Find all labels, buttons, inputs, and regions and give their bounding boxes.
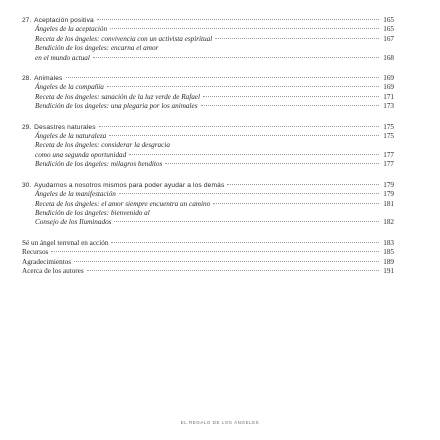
entry-title: en el mundo actual xyxy=(35,53,90,62)
entry-title: Ángeles de la manifestación xyxy=(35,190,116,199)
page-number: 167 xyxy=(383,34,394,43)
section-number: 29. xyxy=(22,123,32,131)
toc-entry[interactable] xyxy=(22,132,394,141)
page-number: 177 xyxy=(383,160,394,169)
toc-entry[interactable] xyxy=(22,190,394,199)
page-number: 171 xyxy=(383,92,394,101)
toc-section-heading[interactable] xyxy=(22,16,394,25)
dot-leader xyxy=(227,184,379,185)
entry-title: Consejo de los Iluminados xyxy=(35,218,112,227)
page-number: 175 xyxy=(383,132,394,141)
page-number: 179 xyxy=(383,180,394,189)
section-number: 30. xyxy=(22,181,32,189)
page-footer: EL REGALO DE LOS ÁNGELES xyxy=(180,420,260,425)
toc-entry[interactable] xyxy=(22,54,394,63)
page-number: 185 xyxy=(383,248,394,257)
toc-section xyxy=(22,123,394,170)
toc-entry[interactable] xyxy=(22,151,394,160)
toc-entry-line[interactable]: Receta de los ángeles: considerar la desgracia xyxy=(35,141,170,150)
entry-title: como una segunda oportunidad xyxy=(35,150,127,159)
dot-leader xyxy=(110,28,379,29)
page-number: 177 xyxy=(383,150,394,159)
toc-section xyxy=(22,16,394,63)
entry-title: Ángeles de la naturaleza xyxy=(35,132,107,141)
page-number: 179 xyxy=(383,190,394,199)
entry-title: Receta de los ángeles: convivencia con un activista espiritual xyxy=(35,34,213,43)
dot-leader xyxy=(66,77,380,78)
toc-entry[interactable] xyxy=(22,102,394,111)
toc-entry[interactable] xyxy=(22,35,394,44)
section-title: Desastres naturales xyxy=(34,123,96,131)
toc-entry[interactable] xyxy=(22,248,394,257)
dot-leader xyxy=(165,163,379,164)
page-number: 181 xyxy=(383,199,394,208)
dot-leader xyxy=(87,270,379,271)
toc-section xyxy=(22,181,394,228)
dot-leader xyxy=(119,193,379,194)
page-number: 183 xyxy=(383,238,394,247)
toc-entry[interactable] xyxy=(22,239,394,248)
dot-leader xyxy=(109,135,379,136)
page-number: 165 xyxy=(383,16,394,24)
entry-title: Receta de los ángeles: sanación de la luz verde de Rafael xyxy=(35,92,200,101)
dot-leader xyxy=(201,105,380,106)
dot-leader xyxy=(203,96,379,97)
toc-entry[interactable] xyxy=(22,160,394,169)
dot-leader xyxy=(215,38,379,39)
page-number: 169 xyxy=(383,83,394,92)
dot-leader xyxy=(114,221,379,222)
toc-entry[interactable] xyxy=(22,25,394,34)
entry-title: Agradecimientos xyxy=(22,257,72,266)
dot-leader xyxy=(213,203,379,204)
entry-title: Bendición de los ángeles: una plegaria por los animales xyxy=(35,102,198,111)
entry-title: Bendición de los ángeles: milagros benditos xyxy=(35,160,163,169)
entry-title: Sé un ángel terrenal en acción xyxy=(22,238,109,247)
dot-leader xyxy=(111,242,379,243)
dot-leader xyxy=(97,19,379,20)
entry-title: Receta de los ángeles: el amor siempre encuentra un camino xyxy=(35,199,211,208)
section-title: Ayudarnos a nosotros mismos para poder ayudar a los demás xyxy=(34,181,225,189)
toc-entry[interactable] xyxy=(22,258,394,267)
dot-leader xyxy=(129,154,379,155)
toc-section-heading[interactable] xyxy=(22,181,394,190)
entry-title: Ángeles de la aceptación xyxy=(35,25,108,34)
page-number: 189 xyxy=(383,257,394,266)
toc-entry[interactable] xyxy=(22,93,394,102)
page-number: 169 xyxy=(383,74,394,83)
toc-entry-line[interactable]: Bendición de los ángeles: bienvenido al xyxy=(35,208,150,217)
dot-leader xyxy=(74,261,379,262)
entry-title: Recursos xyxy=(22,248,49,257)
toc-entry[interactable] xyxy=(22,218,394,227)
section-number: 27. xyxy=(22,17,32,24)
toc-entry[interactable] xyxy=(22,267,394,276)
page-number: 182 xyxy=(383,218,394,227)
toc-entry-line[interactable]: Bendición de los ángeles: encarna el amor xyxy=(35,44,159,53)
dot-leader xyxy=(99,126,379,127)
page-number: 173 xyxy=(383,102,394,111)
toc-section-heading[interactable] xyxy=(22,123,394,132)
table-of-contents xyxy=(22,16,394,287)
page-number: 175 xyxy=(383,122,394,131)
toc-entry[interactable] xyxy=(22,200,394,209)
section-number: 28. xyxy=(22,75,32,83)
dot-leader xyxy=(107,86,379,87)
page-number: 168 xyxy=(383,53,394,62)
section-title: Animales xyxy=(34,75,63,83)
page-number: 165 xyxy=(383,25,394,34)
section-title: Aceptación positiva xyxy=(34,17,94,24)
toc-section xyxy=(22,74,394,112)
toc-section-backmatter xyxy=(22,239,394,277)
page-number: 191 xyxy=(383,266,394,275)
entry-title: Ángeles de la compañía xyxy=(35,83,104,92)
toc-entry[interactable] xyxy=(22,83,394,92)
dot-leader xyxy=(51,251,379,252)
entry-title: Acerca de los autores xyxy=(22,266,84,275)
dot-leader xyxy=(93,57,379,58)
